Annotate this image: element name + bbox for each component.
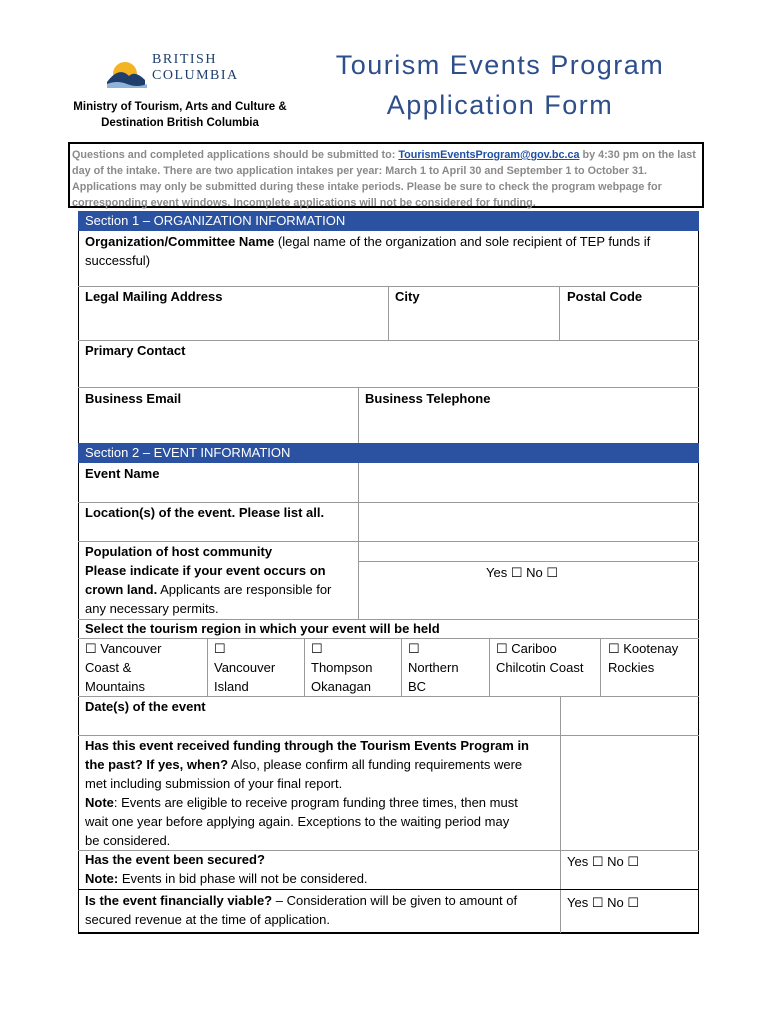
col-divider bbox=[207, 638, 208, 696]
viable-rest: – Consideration will be given to amount of bbox=[272, 893, 518, 908]
region-4-line3: BC bbox=[408, 679, 427, 694]
funding-label-line6: be considered. bbox=[85, 833, 171, 848]
funding-label-line1: Has this event received funding through the Tourism Events Program in bbox=[85, 738, 529, 753]
crown-land-bold: crown land. bbox=[85, 582, 158, 597]
region-3-line1: ☐ bbox=[311, 641, 323, 656]
crown-land-yes-no-checkboxes[interactable]: Yes ☐ No ☐ bbox=[486, 565, 558, 580]
submission-notice bbox=[68, 142, 704, 208]
notice-text-after: by 4:30 pm on the last day of the intake. There are two application intakes per year: March 1 to April 30 and September 1 to October 31. Applications may only be submitted during these intake periods. Please be sure to check the program webpage for corresponding event windows. Incomplete applications will not be considered for funding. bbox=[72, 149, 696, 209]
region-5-line2: Chilcotin Coast bbox=[496, 660, 584, 675]
col-divider bbox=[489, 638, 490, 696]
funding-rest-2: Also, please confirm all funding requirements were bbox=[228, 757, 523, 772]
page-title-line-1: Tourism Events Program bbox=[335, 50, 665, 80]
region-1-line3: Mountains bbox=[85, 679, 145, 694]
application-form bbox=[78, 211, 699, 933]
viable-yes-no-checkboxes[interactable]: Yes ☐ No ☐ bbox=[567, 895, 639, 910]
secured-note-rest: Events in bid phase will not be considered. bbox=[118, 871, 368, 886]
funding-note-line bbox=[85, 793, 518, 812]
org-name-label-rest: (legal name of the organization and sole recipient of TEP funds if bbox=[274, 234, 651, 249]
viable-bold: Is the event financially viable? bbox=[85, 893, 273, 908]
col-divider bbox=[388, 286, 389, 340]
viable-label-line2: secured revenue at the time of application. bbox=[85, 912, 330, 927]
funding-label-line5: wait one year before applying again. Exceptions to the waiting period may bbox=[85, 814, 510, 829]
funding-note-rest: : Events are eligible to receive program funding three times, then must bbox=[113, 795, 518, 810]
business-telephone-label: Business Telephone bbox=[365, 391, 491, 406]
org-name-label-bold: Organization/Committee Name bbox=[85, 234, 275, 249]
col-divider bbox=[600, 638, 601, 696]
secured-yes-no-checkboxes[interactable]: Yes ☐ No ☐ bbox=[567, 854, 639, 869]
region-2-line2: Vancouver bbox=[214, 660, 276, 675]
region-1-line2: Coast & bbox=[85, 660, 132, 675]
region-question-label: Select the tourism region in which your event will be held bbox=[85, 621, 440, 636]
viable-label-line1 bbox=[85, 891, 517, 910]
org-name-label bbox=[85, 232, 695, 251]
notice-text-before: Questions and completed applications should be submitted to: bbox=[72, 149, 399, 161]
row-divider bbox=[78, 889, 699, 890]
secured-note-bold: Note: bbox=[85, 871, 119, 886]
col-divider bbox=[559, 286, 560, 340]
region-3-line2: Thompson bbox=[311, 660, 373, 675]
business-email-label: Business Email bbox=[85, 391, 182, 406]
funding-bold-2: the past? If yes, when? bbox=[85, 757, 229, 772]
crown-land-label-line1: Please indicate if your event occurs on bbox=[85, 563, 326, 578]
region-3-line3: Okanagan bbox=[311, 679, 371, 694]
region-5-line1: ☐ Cariboo bbox=[496, 641, 557, 656]
secured-label: Has the event been secured? bbox=[85, 852, 265, 867]
crown-land-rest: Applicants are responsible for bbox=[157, 582, 332, 597]
region-6-line2: Rockies bbox=[608, 660, 655, 675]
section-1-header: Section 1 – ORGANIZATION INFORMATION bbox=[78, 211, 699, 231]
funding-label-line3: met including submission of your final report. bbox=[85, 776, 343, 791]
form-border-left bbox=[78, 211, 79, 933]
ministry-line-1: Ministry of Tourism, Arts and Culture & bbox=[73, 101, 287, 113]
col-divider bbox=[560, 696, 561, 933]
population-label: Population of host community bbox=[85, 544, 273, 559]
notice-email-link[interactable]: TourismEventsProgram@gov.bc.ca bbox=[398, 149, 580, 161]
region-2-line3: Island bbox=[214, 679, 249, 694]
page-title-line-2: Application Form bbox=[386, 90, 614, 120]
region-6-line1: ☐ Kootenay bbox=[608, 641, 679, 656]
org-name-label-line2: successful) bbox=[85, 253, 151, 268]
row-divider bbox=[358, 561, 699, 562]
mailing-address-label: Legal Mailing Address bbox=[85, 289, 223, 304]
col-divider bbox=[358, 387, 359, 443]
postal-code-label: Postal Code bbox=[567, 289, 643, 304]
funding-label-line2 bbox=[85, 755, 522, 774]
region-4-line2: Northern bbox=[408, 660, 459, 675]
event-name-label: Event Name bbox=[85, 466, 160, 481]
funding-note-bold: Note bbox=[85, 795, 114, 810]
region-1-line1: ☐ Vancouver bbox=[85, 641, 162, 656]
crown-land-label-line2 bbox=[85, 580, 331, 599]
ministry-line-2: Destination British Columbia bbox=[101, 117, 259, 129]
logo-text-columbia: COLUMBIA bbox=[152, 68, 239, 83]
form-border-right bbox=[698, 211, 699, 933]
primary-contact-label: Primary Contact bbox=[85, 343, 186, 358]
locations-label: Location(s) of the event. Please list all. bbox=[85, 505, 325, 520]
logo-text-british: BRITISH bbox=[152, 52, 217, 67]
city-label: City bbox=[395, 289, 420, 304]
col-divider bbox=[304, 638, 305, 696]
row-divider bbox=[78, 638, 699, 639]
crown-land-label-line3: any necessary permits. bbox=[85, 601, 219, 616]
col-divider bbox=[401, 638, 402, 696]
col-divider bbox=[358, 541, 359, 619]
region-4-line1: ☐ bbox=[408, 641, 420, 656]
form-border-bottom bbox=[78, 932, 699, 934]
section-2-header: Section 2 – EVENT INFORMATION bbox=[78, 443, 699, 463]
region-2-line1: ☐ bbox=[214, 641, 226, 656]
event-dates-label: Date(s) of the event bbox=[85, 699, 206, 714]
row-divider bbox=[78, 387, 699, 388]
ministry-name bbox=[60, 99, 300, 131]
secured-note bbox=[85, 869, 368, 888]
